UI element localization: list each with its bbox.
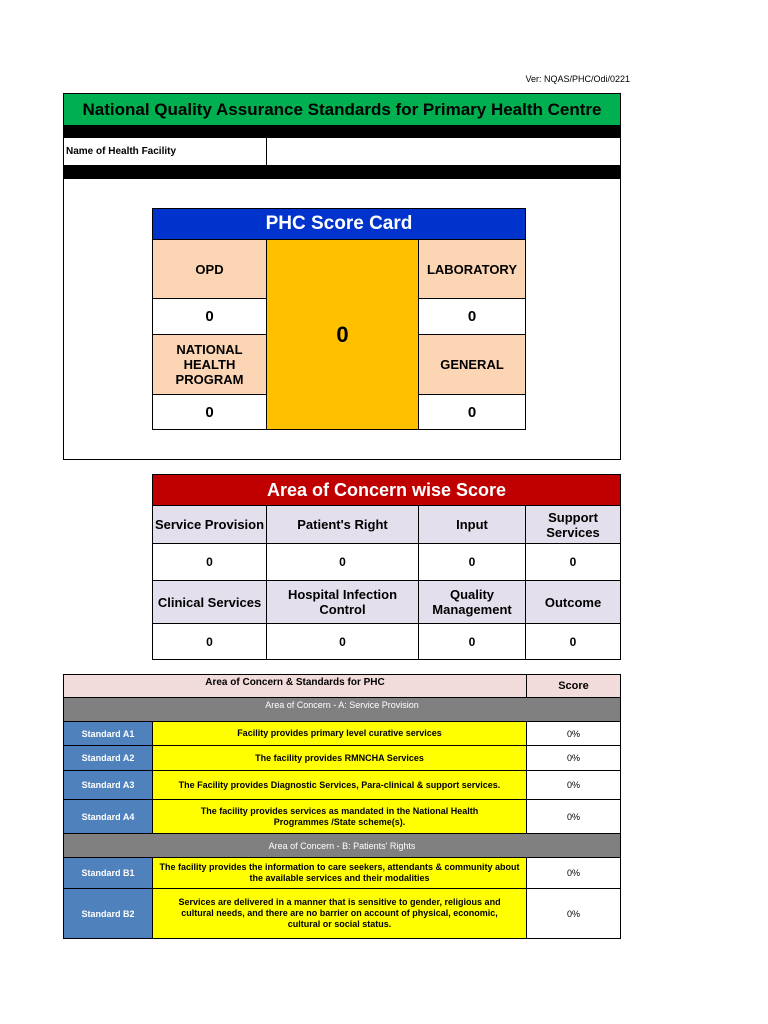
standard-score: 0%	[526, 857, 621, 889]
standard-score: 0%	[526, 721, 621, 746]
national-health-program-score: 0	[152, 394, 267, 430]
standard-id: Standard B2	[63, 888, 153, 939]
concern-score: 0	[418, 623, 526, 660]
concern-label: Support Services	[525, 505, 621, 544]
version-label: Ver: NQAS/PHC/Odi/0221	[525, 74, 630, 84]
divider-bar	[63, 166, 621, 178]
standard-description: The facility provides the information to care seekers, attendants & community about the available services and their modalities	[152, 857, 527, 889]
facility-name-field[interactable]	[266, 137, 621, 166]
general-label: GENERAL	[418, 334, 526, 395]
standards-table-header: Area of Concern & Standards for PHC	[63, 674, 527, 698]
standard-id: Standard A3	[63, 770, 153, 800]
concern-label: Input	[418, 505, 526, 544]
national-health-program-label: NATIONAL HEALTH PROGRAM	[152, 334, 267, 395]
concern-label: Clinical Services	[152, 580, 267, 624]
concern-score: 0	[418, 543, 526, 581]
concern-score: 0	[152, 543, 267, 581]
opd-label: OPD	[152, 239, 267, 299]
standard-description: The facility provides services as mandated in the National Health Programmes /State scheme(s).	[152, 799, 527, 834]
section-header-b: Area of Concern - B: Patients' Rights	[63, 833, 621, 858]
opd-score: 0	[152, 298, 267, 335]
standard-score: 0%	[526, 799, 621, 834]
concern-score: 0	[152, 623, 267, 660]
facility-name-label: Name of Health Facility	[63, 137, 267, 166]
divider-bar	[63, 126, 621, 137]
standard-score: 0%	[526, 745, 621, 771]
concern-score: 0	[266, 543, 419, 581]
standard-description: The facility provides RMNCHA Services	[152, 745, 527, 771]
standard-score: 0%	[526, 770, 621, 800]
standard-id: Standard A2	[63, 745, 153, 771]
standard-id: Standard A1	[63, 721, 153, 746]
laboratory-label: LABORATORY	[418, 239, 526, 299]
concern-score: 0	[266, 623, 419, 660]
standard-description: Facility provides primary level curative services	[152, 721, 527, 746]
concern-label: Hospital Infection Control	[266, 580, 419, 624]
standard-description: The Facility provides Diagnostic Services, Para-clinical & support services.	[152, 770, 527, 800]
concern-score: 0	[525, 543, 621, 581]
overall-score: 0	[266, 239, 419, 430]
general-score: 0	[418, 394, 526, 430]
laboratory-score: 0	[418, 298, 526, 335]
standard-id: Standard A4	[63, 799, 153, 834]
page-title: National Quality Assurance Standards for Primary Health Centre	[63, 93, 621, 126]
concern-label: Quality Management	[418, 580, 526, 624]
scorecard-title: PHC Score Card	[152, 208, 526, 240]
section-header-a: Area of Concern - A: Service Provision	[63, 697, 621, 722]
standard-score: 0%	[526, 888, 621, 939]
concern-label: Patient's Right	[266, 505, 419, 544]
area-of-concern-title: Area of Concern wise Score	[152, 474, 621, 506]
concern-score: 0	[525, 623, 621, 660]
standard-id: Standard B1	[63, 857, 153, 889]
score-column-header: Score	[526, 674, 621, 698]
concern-label: Outcome	[525, 580, 621, 624]
standard-description: Services are delivered in a manner that is sensitive to gender, religious and cultural needs, and there are no barrier on account of physical, economic, cultural or social status.	[152, 888, 527, 939]
concern-label: Service Provision	[152, 505, 267, 544]
